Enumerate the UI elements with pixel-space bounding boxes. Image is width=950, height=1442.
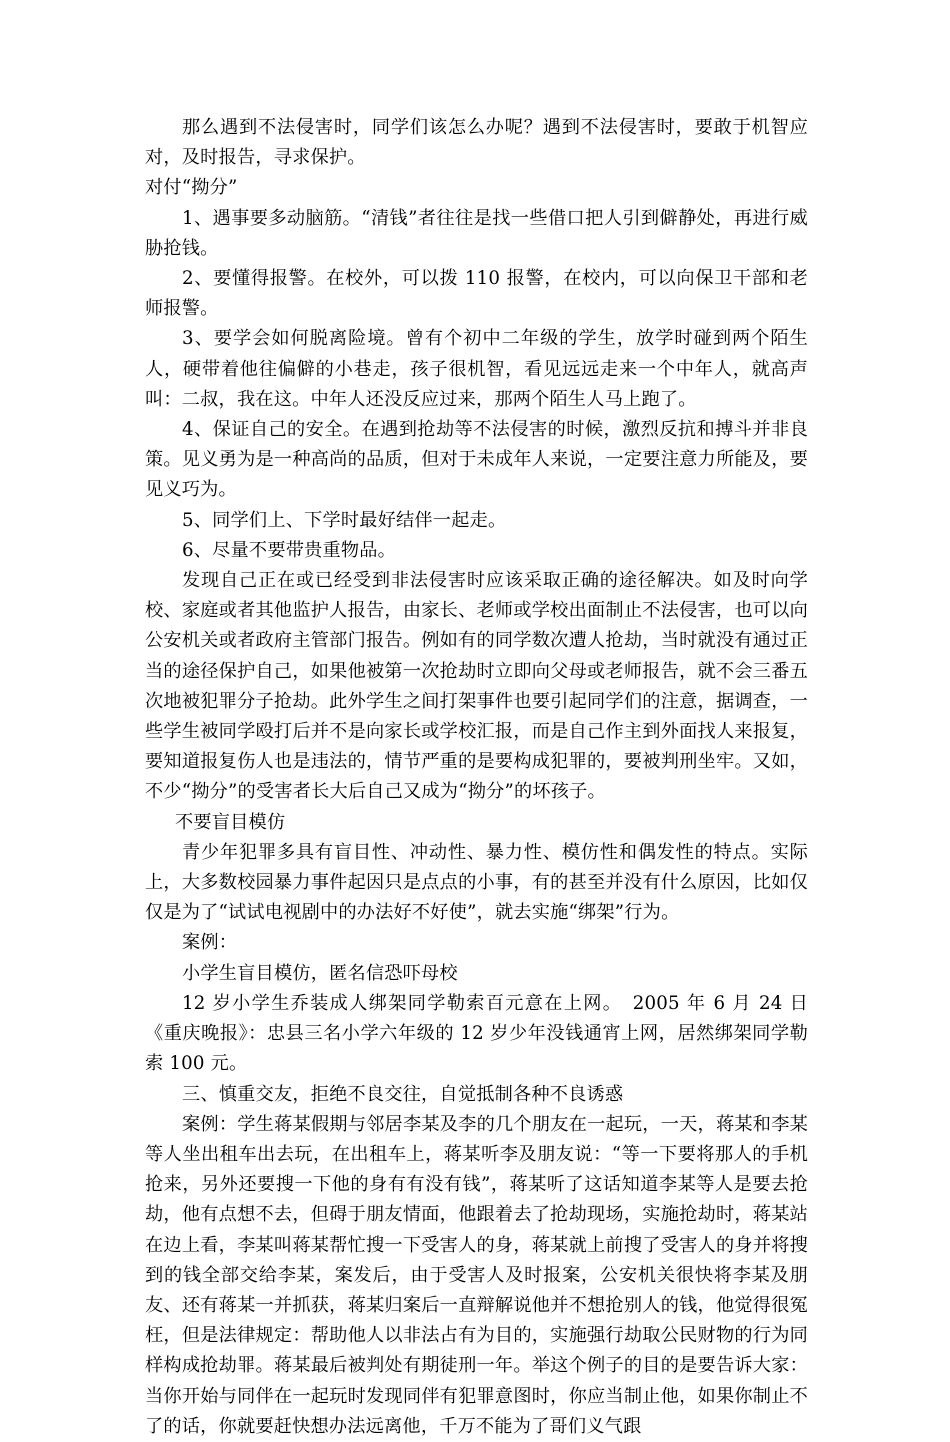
section-heading-careful-friends: 三、慎重交友，拒绝不良交往，自觉抵制各种不良诱惑	[182, 1083, 624, 1105]
paragraph-intro: 那么遇到不法侵害时，同学们该怎么办呢？遇到不法侵害时，要敢于机智应对，及时报告，寻求保护。	[145, 117, 808, 169]
case-label: 案例：	[182, 932, 238, 954]
section-heading-no-blind-imitation: 不要盲目模仿	[175, 811, 286, 833]
paragraph-case-news: 12 岁小学生乔装成人绑架同学勒索百元意在上网。 2005 年 6 月 24 日《重庆晚报》：忠县三名小学六年级的 12 岁少年没钱通宵上网，居然绑架同学勒索 100 元。	[145, 992, 808, 1075]
paragraph-tip-1: 1、遇事要多动脑筋。“清钱”者往往是找一些借口把人引到僻静处，再进行威胁抢钱。	[145, 207, 808, 259]
section-heading-deal-with-aofen: 对付“拗分”	[145, 177, 238, 199]
case-title: 小学生盲目模仿，匿名信恐吓母校	[182, 962, 458, 984]
paragraph-tip-3: 3、要学会如何脱离险境。曾有个初中二年级的学生，放学时碰到两个陌生人，硬带着他往偏僻的小巷走，孩子很机智，看见远远走来一个中年人，就高声叫：二叔，我在这。中年人还没反应过来，那两个陌生人马上跑了。	[145, 328, 808, 410]
paragraph-tip-2: 2、要懂得报警。在校外，可以拨 110 报警，在校内，可以向保卫干部和老师报警。	[145, 268, 808, 320]
paragraph-youth-crime-traits: 青少年犯罪多具有盲目性、冲动性、暴力性、模仿性和偶发性的特点。实际上，大多数校园暴力事件起因只是点点的小事，有的甚至并没有什么原因，比如仅仅是为了“试试电视剧中的办法好不好使”，就去实施“绑架”行为。	[145, 841, 808, 924]
paragraph-tip-4: 4、保证自己的安全。在遇到抢劫等不法侵害的时候，激烈反抗和搏斗并非良策。见义勇为是一种高尚的品质，但对于未成年人来说，一定要注意力所能及，要见义巧为。	[145, 419, 808, 501]
paragraph-tip-6: 6、尽量不要带贵重物品。	[182, 539, 397, 561]
paragraph-report-infringement: 发现自己正在或已经受到非法侵害时应该采取正确的途径解决。如及时向学校、家庭或者其他监护人报告，由家长、老师或学校出面制止不法侵害，也可以向公安机关或者政府主管部门报告。例如有的同学数次遭人抢劫，当时就没有通过正当的途径保护自己，如果他被第一次抢劫时立即向父母或老师报告，就不会三番五次地被犯罪分子抢劫。此外学生之间打架事件也要引起同学们的注意，据调查，一些学生被同学殴打后并不是向家长或学校汇报，而是自己作主到外面找人来报复，要知道报复伤人也是违法的，情节严重的是要构成犯罪的，要被判刑坐牢。又如，不少“拗分”的受害者长大后自己又成为“拗分”的坏孩子。	[145, 570, 808, 803]
document-page	[145, 113, 808, 1442]
paragraph-case-jiang: 案例：学生蒋某假期与邻居李某及李的几个朋友在一起玩，一天，蒋某和李某等人坐出租车出去玩，在出租车上，蒋某听李及朋友说：“等一下要将那人的手机抢来，另外还要搜一下他的身有有没有钱”，蒋某听了这话知道李某等人是要去抢劫，他有点想不去，但碍于朋友情面，他跟着去了抢劫现场，实施抢劫时，蒋某站在边上看，李某叫蒋某帮忙搜一下受害人的身，蒋某就上前搜了受害人的身并将搜到的钱全部交给李某，案发后，由于受害人及时报案，公安机关很快将李某及朋友、还有蒋某一并抓获，蒋某归案后一直辩解说他并不想抢别人的钱，他觉得很冤枉，但是法律规定：帮助他人以非法占有为目的，实施强行劫取公民财物的行为同样构成抢劫罪。蒋某最后被判处有期徒刑一年。举这个例子的目的是要告诉大家：当你开始与同伴在一起玩时发现同伴有犯罪意图时，你应当制止他，如果你制止不了的话，你就要赶快想办法远离他，千万不能为了哥们义气跟	[145, 1113, 808, 1437]
paragraph-tip-5: 5、同学们上、下学时最好结伴一起走。	[182, 509, 507, 531]
